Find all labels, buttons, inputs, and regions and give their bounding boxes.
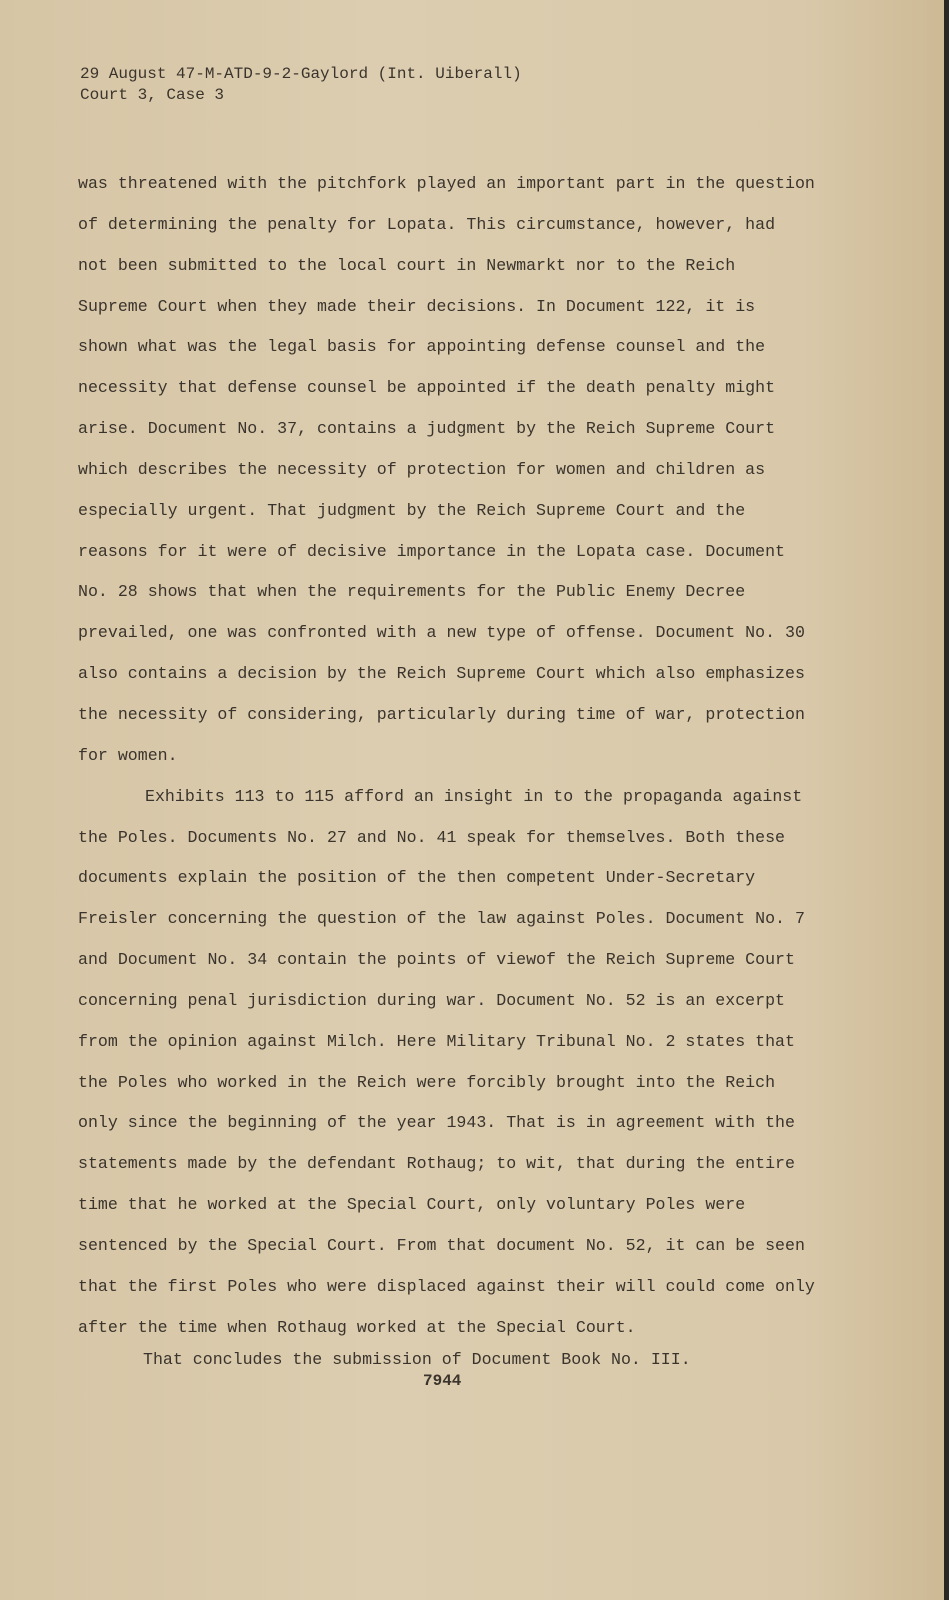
text-line: also contains a decision by the Reich Supreme Court which also emphasizes xyxy=(78,664,805,684)
text-line: shown what was the legal basis for appointing defense counsel and the xyxy=(78,337,766,357)
text-line: Freisler concerning the question of the law against Poles. Document No. 7 xyxy=(78,909,805,929)
text-line: reasons for it were of decisive importance in the Lopata case. Document xyxy=(78,541,786,561)
text-line: was threatened with the pitchfork played an important part in the question xyxy=(78,174,815,193)
text-line: of determining the penalty for Lopata. This circumstance, however, had xyxy=(78,214,776,234)
text-line: not been submitted to the local court in Newmarkt nor to the Reich xyxy=(78,255,736,275)
text-line: time that he worked at the Special Court, only voluntary Poles were xyxy=(78,1195,746,1215)
text-line: after the time when Rothaug worked at the Special Court. xyxy=(78,1317,636,1337)
text-line: prevailed, one was confronted with a new type of offense. Document No. 30 xyxy=(78,623,805,643)
scan-edge xyxy=(944,0,949,1600)
text-line: only since the beginning of the year 1943. That is in agreement with the xyxy=(78,1113,795,1133)
text-line: the Poles. Documents No. 27 and No. 41 speak for themselves. Both these xyxy=(78,827,786,847)
text-line: statements made by the defendant Rothaug; to wit, that during the entire xyxy=(78,1154,795,1174)
header-line-2: Court 3, Case 3 xyxy=(80,86,225,104)
text-line: No. 28 shows that when the requirements for the Public Enemy Decree xyxy=(78,582,746,602)
text-line: the necessity of considering, particularly during time of war, protection xyxy=(78,704,805,724)
text-line: and Document No. 34 contain the points of viewof the Reich Supreme Court xyxy=(78,950,795,970)
header-line-1: 29 August 47-M-ATD-9-2-Gaylord (Int. Uiberall) xyxy=(80,65,522,83)
text-line: from the opinion against Milch. Here Military Tribunal No. 2 states that xyxy=(78,1031,795,1051)
document-header xyxy=(80,64,522,106)
text-line: arise. Document No. 37, contains a judgment by the Reich Supreme Court xyxy=(78,419,776,439)
text-line: which describes the necessity of protection for women and children as xyxy=(78,459,766,479)
text-line: that the first Poles who were displaced against their will could come only xyxy=(78,1276,815,1296)
text-line: especially urgent. That judgment by the Reich Supreme Court and the xyxy=(78,500,746,520)
text-line: concerning penal jurisdiction during war. Document No. 52 is an excerpt xyxy=(78,990,786,1010)
text-line: Exhibits 113 to 115 afford an insight in to the propaganda against xyxy=(145,786,803,806)
text-line: the Poles who worked in the Reich were forcibly brought into the Reich xyxy=(78,1072,776,1092)
text-line: documents explain the position of the then competent Under-Secretary xyxy=(78,868,756,888)
page-number: 7944 xyxy=(423,1372,462,1390)
text-line: Supreme Court when they made their decisions. In Document 122, it is xyxy=(78,296,756,316)
text-line: for women. xyxy=(78,745,178,765)
text-line: sentenced by the Special Court. From that document No. 52, it can be seen xyxy=(78,1235,805,1255)
closing-line: That concludes the submission of Document Book No. III. xyxy=(143,1350,691,1369)
document-body xyxy=(78,164,815,1348)
text-line: necessity that defense counsel be appointed if the death penalty might xyxy=(78,378,776,398)
